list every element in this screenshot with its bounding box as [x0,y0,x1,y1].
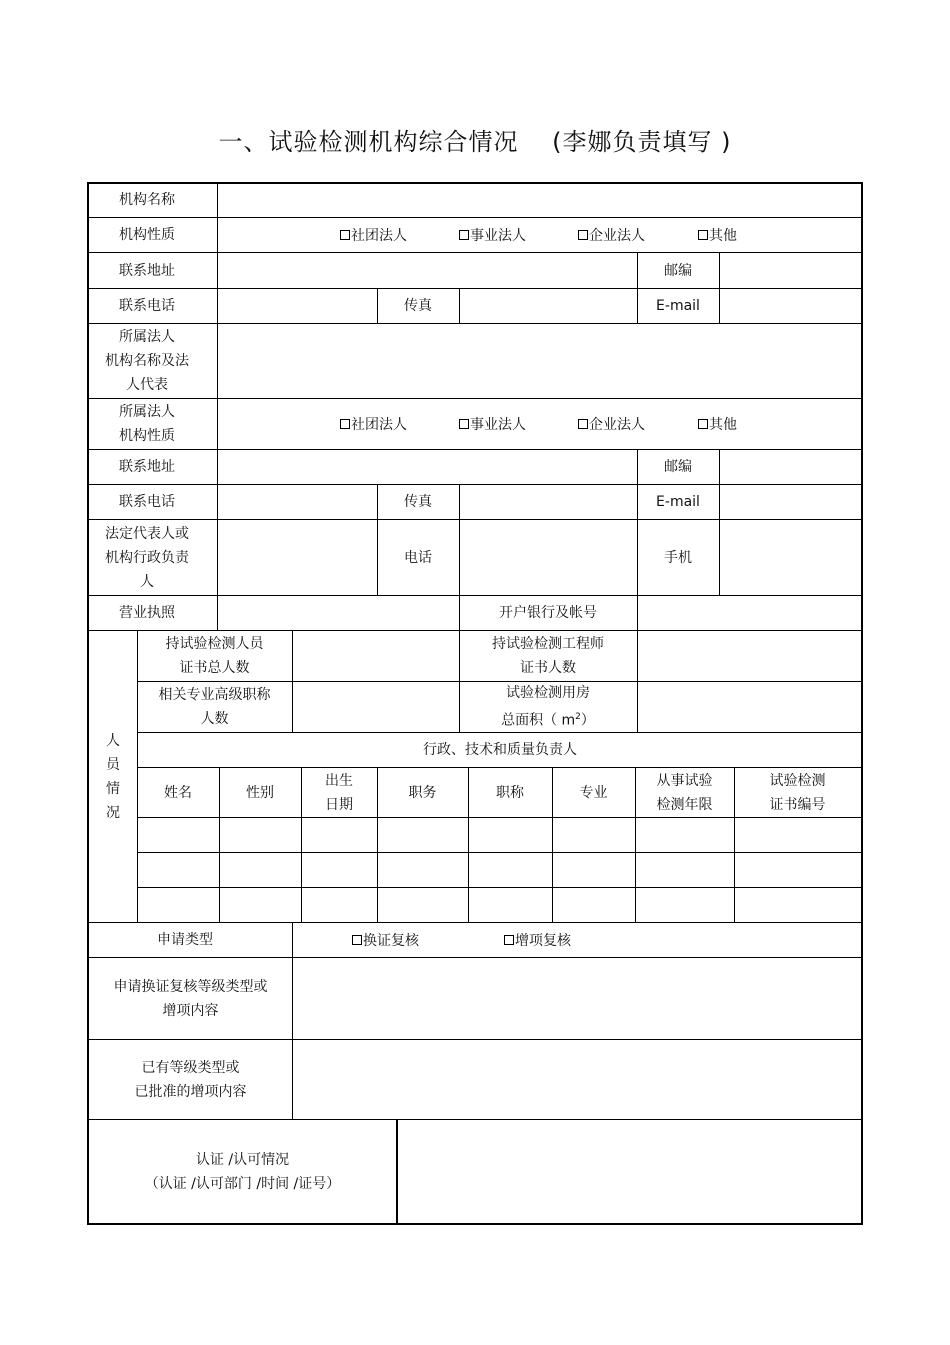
checkbox-icon[interactable] [504,935,514,945]
engineer-cert-label: 持试验检测工程师 证书人数 [492,636,604,676]
org-phone-label: 联系电话 [119,298,175,314]
checkbox-icon[interactable] [459,419,469,429]
org-nature-option-enterprise[interactable]: 企业法人 [578,218,645,252]
col-rule [719,449,720,595]
checkbox-icon[interactable] [578,230,588,240]
col-rule [292,630,293,732]
col-header-cert-no: 试验检测 证书编号 [769,772,826,813]
checkbox-icon[interactable] [340,419,350,429]
col-header-name: 姓名 [164,784,192,801]
col-rule [217,182,218,630]
row-rule [137,852,863,853]
apply-option-renewal[interactable]: 换证复核 [352,923,419,957]
col-rule [459,288,460,323]
org-nature-option-social[interactable]: 社团法人 [340,218,407,252]
leaders-label: 行政、技术和质量负责人 [423,742,577,758]
apply-type-label: 申请类型 [157,932,213,948]
legal-address-label: 联系地址 [119,459,175,475]
license-label: 营业执照 [119,605,175,621]
org-nature-option-other[interactable]: 其他 [698,218,737,252]
certification-label: 认证 /认可情况 （认证 /认可部门 /时间 /证号） [144,1151,341,1192]
checkbox-icon[interactable] [698,230,708,240]
row-rule [137,887,863,888]
col-header-position: 职务 [408,784,437,801]
apply-option-addition[interactable]: 增项复核 [504,923,571,957]
legal-nature-option-social[interactable]: 社团法人 [340,399,407,449]
col-header-years: 从事试验 检测年限 [656,772,713,813]
checkbox-icon[interactable] [698,419,708,429]
area-label: 试验检测用房 总面积（ $m^2$） [501,685,595,729]
legal-phone-label: 联系电话 [119,494,175,510]
org-name-label: 机构名称 [119,192,175,208]
org-nature-label: 机构性质 [119,227,175,243]
legal-nature-label: 所属法人 机构性质 [119,404,175,444]
org-nature-option-public[interactable]: 事业法人 [459,218,526,252]
bank-label: 开户银行及帐号 [499,605,597,621]
legal-nature-option-other[interactable]: 其他 [698,399,737,449]
org-postcode-label: 邮编 [664,262,692,279]
col-rule [719,252,720,323]
checkbox-icon[interactable] [340,230,350,240]
col-rule [637,595,638,630]
personnel-side-label: 人 员 情 况 [106,732,120,821]
checkbox-icon[interactable] [459,230,469,240]
legal-email-label: E-mail [656,494,700,510]
col-rule [292,922,293,1119]
org-email-label: E-mail [656,298,700,314]
senior-title-label: 相关专业高级职称 人数 [158,687,271,727]
legal-rep-label: 法定代表人或 机构行政负责 人 [105,525,189,590]
col-rule [637,630,638,732]
row-rule [137,817,863,818]
cert-total-label: 持试验检测人员 证书总人数 [165,636,264,676]
legal-postcode-label: 邮编 [664,459,692,475]
col-rule [396,1119,398,1225]
legal-nature-option-public[interactable]: 事业法人 [459,399,526,449]
apply-content-label: 申请换证复核等级类型或 增项内容 [113,978,268,1019]
org-fax-label: 传真 [404,298,432,314]
legal-name-label: 所属法人 机构名称及法 人代表 [105,329,189,393]
legal-mobile-label: 手机 [664,549,692,566]
page-title: 一、试验检测机构综合情况 (李娜负责填写 ) [218,128,732,156]
col-rule [459,484,460,595]
legal-nature-option-enterprise[interactable]: 企业法人 [578,399,645,449]
col-header-title: 职称 [496,784,524,801]
existing-grade-label: 已有等级类型或 已批准的增项内容 [134,1059,247,1100]
col-header-gender: 性别 [246,784,274,801]
col-header-major: 专业 [579,784,608,801]
legal-fax-label: 传真 [404,494,432,510]
col-header-birthdate: 出生 日期 [325,772,353,813]
checkbox-icon[interactable] [578,419,588,429]
checkbox-icon[interactable] [352,935,362,945]
legal-tel-label: 电话 [404,549,432,566]
org-address-label: 联系地址 [119,262,175,279]
